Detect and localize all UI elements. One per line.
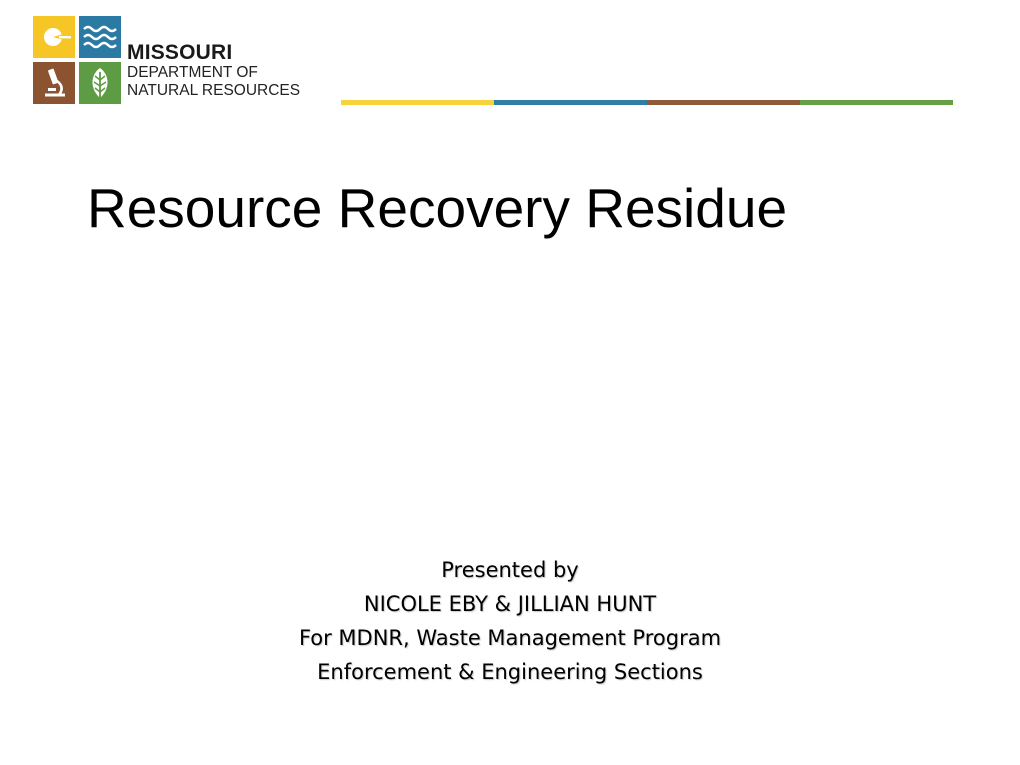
logo-line-missouri: MISSOURI — [127, 41, 233, 64]
logo-line-department: DEPARTMENT OF — [127, 64, 258, 81]
microscope-icon — [33, 62, 75, 104]
leaf-icon — [79, 62, 121, 104]
mdnr-logo — [33, 16, 333, 106]
slide-title: Resource Recovery Residue — [87, 177, 788, 239]
color-bar-green — [800, 100, 953, 105]
header-color-bar — [341, 100, 953, 105]
presenter-block — [0, 553, 1020, 689]
presenter-sections: Enforcement & Engineering Sections — [317, 660, 703, 684]
logo-line-natural-resources: NATURAL RESOURCES — [127, 81, 301, 99]
presenter-names: NICOLE EBY & JILLIAN HUNT — [363, 592, 657, 616]
color-bar-brown — [647, 100, 800, 105]
sun-icon — [33, 16, 75, 58]
color-bar-blue — [494, 100, 647, 105]
water-waves-icon — [79, 16, 121, 58]
color-bar-yellow — [341, 100, 494, 105]
presenter-line: Presented by — [441, 558, 579, 582]
presenter-organization: For MDNR, Waste Management Program — [298, 626, 722, 650]
logo-icon-grid — [33, 16, 121, 104]
logo-wordmark — [127, 42, 300, 98]
